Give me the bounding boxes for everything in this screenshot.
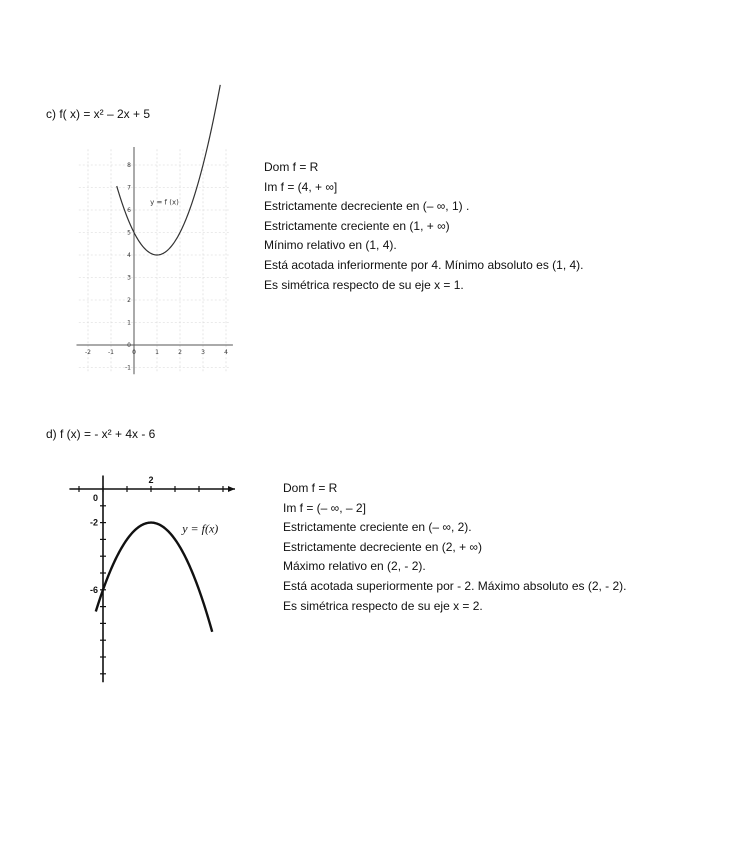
curve-label: y = f(x) bbox=[182, 521, 219, 536]
x-tick-label: -2 bbox=[85, 349, 91, 356]
property-decreasing: Estrictamente decreciente en (2, + ∞) bbox=[283, 539, 482, 554]
y-tick-label: 8 bbox=[127, 162, 131, 169]
y-tick-label: -1 bbox=[125, 364, 131, 372]
property-domain: Dom f = R bbox=[283, 481, 338, 495]
property-bounded: Está acotada superiormente por - 2. Máximo absoluto es (2, - 2). bbox=[283, 578, 627, 593]
property-relative-max: Máximo relativo en (2, - 2). bbox=[283, 559, 426, 574]
property-increasing: Estrictamente creciente en (– ∞, 2). bbox=[283, 520, 472, 535]
property-increasing: Estrictamente creciente en (1, + ∞) bbox=[264, 218, 450, 233]
property-symmetry: Es simétrica respecto de su eje x = 2. bbox=[283, 598, 483, 613]
section-d-heading: d) f (x) = - x² + 4x - 6 bbox=[46, 427, 156, 441]
x-tick-label: 4 bbox=[224, 349, 228, 356]
section-d-properties bbox=[283, 479, 627, 616]
property-image: Im f = (– ∞, – 2] bbox=[283, 500, 366, 515]
property-domain: Dom f = R bbox=[264, 160, 319, 174]
y-tick-label: 2 bbox=[127, 297, 131, 304]
y-tick-label: 0 bbox=[92, 493, 98, 503]
property-bounded: Está acotada inferiormente por 4. Mínimo absoluto es (1, 4). bbox=[264, 257, 584, 272]
graph-c-parabola bbox=[74, 150, 234, 380]
y-tick-label: -6 bbox=[89, 584, 98, 595]
y-tick-label: 5 bbox=[127, 229, 131, 237]
x-tick-label: 1 bbox=[155, 349, 159, 356]
y-tick-label: 7 bbox=[127, 184, 131, 192]
property-relative-min: Mínimo relativo en (1, 4). bbox=[264, 238, 397, 253]
x-tick-label: 3 bbox=[201, 349, 205, 356]
x-tick-label: 0 bbox=[132, 349, 136, 356]
section-c-properties bbox=[264, 158, 584, 295]
property-image: Im f = (4, + ∞] bbox=[264, 179, 338, 194]
y-tick-label: 3 bbox=[127, 274, 131, 282]
curve-label: y = f (x) bbox=[150, 198, 179, 207]
property-decreasing: Estrictamente decreciente en (– ∞, 1) . bbox=[264, 199, 470, 214]
property-symmetry: Es simétrica respecto de su eje x = 1. bbox=[264, 277, 464, 292]
y-tick-label: 0 bbox=[127, 342, 131, 349]
graph-d-parabola bbox=[66, 468, 241, 688]
section-c-heading: c) f( x) = x² – 2x + 5 bbox=[46, 107, 151, 121]
y-tick-label: 4 bbox=[127, 252, 131, 259]
parabola-curve bbox=[96, 523, 212, 632]
y-tick-label: 1 bbox=[127, 319, 131, 327]
x-axis-arrow bbox=[228, 486, 235, 492]
x-tick-label: 2 bbox=[178, 349, 182, 356]
x-tick-label: -1 bbox=[108, 349, 114, 356]
x-tick-label: 2 bbox=[148, 475, 154, 485]
y-tick-label: 6 bbox=[127, 207, 131, 214]
y-tick-label: -2 bbox=[89, 517, 98, 528]
